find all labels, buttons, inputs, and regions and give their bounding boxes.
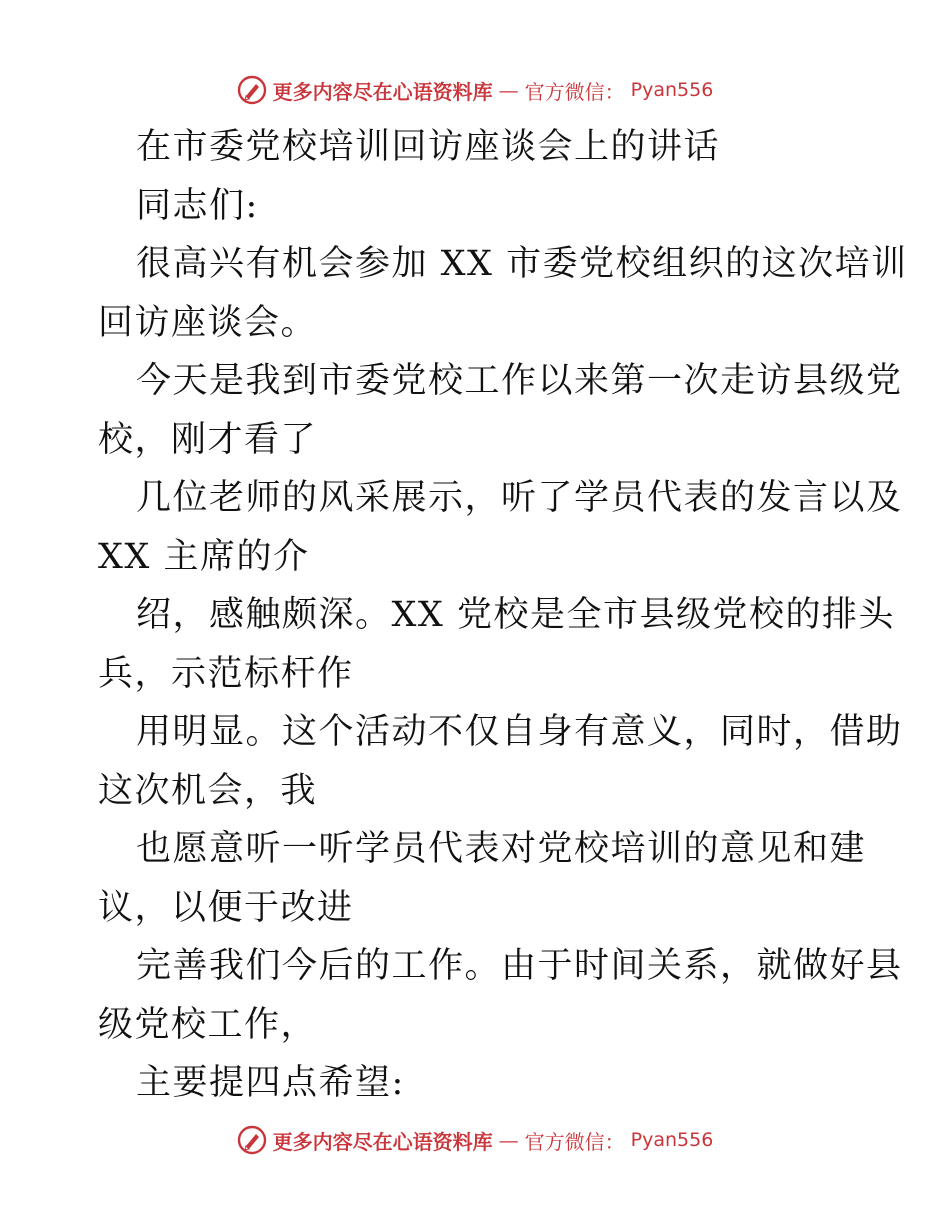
doc-line: 主要提四点希望: bbox=[136, 1063, 405, 1103]
watermark-wechat-id: Pyan556 bbox=[630, 79, 714, 101]
document-body bbox=[98, 118, 908, 1113]
watermark-site-text: 更多内容尽在心语资料库 bbox=[272, 1129, 493, 1154]
header-watermark bbox=[0, 70, 950, 110]
pen-logo-icon bbox=[237, 75, 267, 105]
watermark-wechat-label: 官方微信： bbox=[524, 79, 625, 104]
doc-line: 回访座谈会。 bbox=[98, 302, 318, 343]
doc-line: XX 主席的介 bbox=[98, 536, 310, 577]
doc-line: 同志们: bbox=[136, 185, 259, 226]
doc-line: 议，以便于改进 bbox=[98, 887, 354, 928]
doc-line: 几位老师的风采展示，听了学员代表的发言以及 bbox=[136, 478, 903, 518]
watermark-wechat-label: 官方微信： bbox=[524, 1129, 625, 1154]
doc-line: 今天是我到市委党校工作以来第一次走访县级党 bbox=[136, 361, 903, 401]
watermark-separator: — bbox=[498, 78, 519, 102]
doc-line: 用明显。这个活动不仅自身有意义，同时，借助 bbox=[136, 712, 903, 752]
doc-line: 也愿意听一听学员代表对党校培训的意见和建 bbox=[136, 829, 867, 869]
doc-line: 绍，感触颇深。XX 党校是全市县级党校的排头 bbox=[136, 595, 895, 635]
watermark-separator: — bbox=[498, 1128, 519, 1152]
pen-logo-icon bbox=[237, 1125, 267, 1155]
doc-line: 很高兴有机会参加 XX 市委党校组织的这次培训 bbox=[136, 244, 908, 284]
doc-line: 兵，示范标杆作 bbox=[98, 653, 354, 694]
footer-watermark bbox=[0, 1120, 950, 1160]
doc-title: 在市委党校培训回访座谈会上的讲话 bbox=[136, 127, 721, 167]
doc-line: 校，刚才看了 bbox=[98, 419, 318, 460]
doc-line: 级党校工作， bbox=[98, 1004, 318, 1045]
watermark-site-text: 更多内容尽在心语资料库 bbox=[272, 79, 493, 104]
doc-line: 完善我们今后的工作。由于时间关系，就做好县 bbox=[136, 946, 903, 986]
doc-line: 这次机会，我 bbox=[98, 770, 318, 811]
watermark-wechat-id: Pyan556 bbox=[630, 1129, 714, 1151]
